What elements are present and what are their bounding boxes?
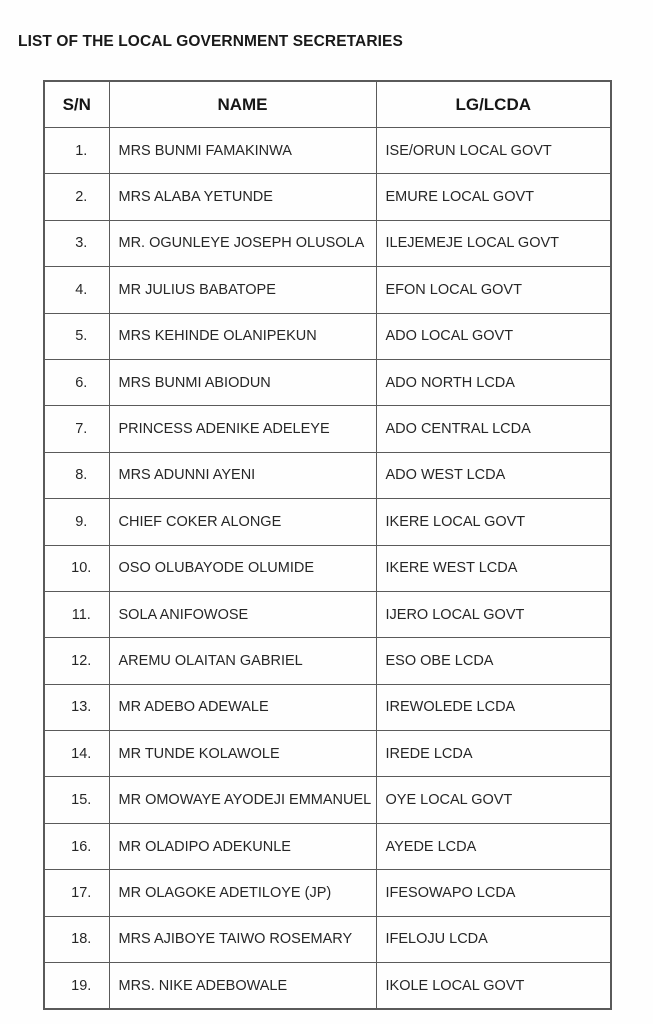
table-row [44, 452, 611, 498]
table-row [44, 870, 611, 916]
table-row [44, 220, 611, 266]
lg-lcda-cell: ISE/ORUN LOCAL GOVT [376, 128, 611, 174]
row-number-cell: 3. [44, 220, 109, 266]
row-number-cell: 4. [44, 267, 109, 313]
table-row [44, 684, 611, 730]
lg-lcda-cell: IKERE WEST LCDA [376, 545, 611, 591]
row-number-cell: 5. [44, 313, 109, 359]
lg-lcda-cell: IFELOJU LCDA [376, 916, 611, 962]
row-number-cell: 13. [44, 684, 109, 730]
table-row [44, 406, 611, 452]
row-number-cell: 16. [44, 823, 109, 869]
row-number-cell: 7. [44, 406, 109, 452]
table-row [44, 591, 611, 637]
column-header-name: NAME [109, 81, 376, 128]
table-row [44, 963, 611, 1010]
row-number-cell: 2. [44, 174, 109, 220]
row-number-cell: 14. [44, 731, 109, 777]
column-header-lg-lcda: LG/LCDA [376, 81, 611, 128]
name-cell: MRS ALABA YETUNDE [109, 174, 376, 220]
lg-lcda-cell: IKERE LOCAL GOVT [376, 499, 611, 545]
lg-lcda-cell: IFESOWAPO LCDA [376, 870, 611, 916]
row-number-cell: 11. [44, 591, 109, 637]
table-row [44, 499, 611, 545]
table-header-row [44, 81, 611, 128]
lg-lcda-cell: ADO NORTH LCDA [376, 359, 611, 405]
name-cell: PRINCESS ADENIKE ADELEYE [109, 406, 376, 452]
table-row [44, 823, 611, 869]
table-row [44, 777, 611, 823]
lg-lcda-cell: ILEJEMEJE LOCAL GOVT [376, 220, 611, 266]
row-number-cell: 8. [44, 452, 109, 498]
lg-lcda-cell: EFON LOCAL GOVT [376, 267, 611, 313]
table-row [44, 174, 611, 220]
lg-lcda-cell: OYE LOCAL GOVT [376, 777, 611, 823]
name-cell: OSO OLUBAYODE OLUMIDE [109, 545, 376, 591]
name-cell: MR OMOWAYE AYODEJI EMMANUEL [109, 777, 376, 823]
name-cell: MRS KEHINDE OLANIPEKUN [109, 313, 376, 359]
table-row [44, 359, 611, 405]
lg-lcda-cell: ADO CENTRAL LCDA [376, 406, 611, 452]
lg-lcda-cell: IREDE LCDA [376, 731, 611, 777]
lg-lcda-cell: ADO WEST LCDA [376, 452, 611, 498]
table-row [44, 313, 611, 359]
name-cell: MR. OGUNLEYE JOSEPH OLUSOLA [109, 220, 376, 266]
table-body [44, 128, 611, 1010]
table-row [44, 545, 611, 591]
name-cell: MR ADEBO ADEWALE [109, 684, 376, 730]
name-cell: MRS BUNMI FAMAKINWA [109, 128, 376, 174]
name-cell: SOLA ANIFOWOSE [109, 591, 376, 637]
name-cell: CHIEF COKER ALONGE [109, 499, 376, 545]
lg-lcda-cell: IREWOLEDE LCDA [376, 684, 611, 730]
lg-lcda-cell: ESO OBE LCDA [376, 638, 611, 684]
lg-lcda-cell: AYEDE LCDA [376, 823, 611, 869]
name-cell: MRS BUNMI ABIODUN [109, 359, 376, 405]
row-number-cell: 18. [44, 916, 109, 962]
name-cell: MRS AJIBOYE TAIWO ROSEMARY [109, 916, 376, 962]
name-cell: MRS. NIKE ADEBOWALE [109, 963, 376, 1010]
name-cell: MRS ADUNNI AYENI [109, 452, 376, 498]
lg-lcda-cell: EMURE LOCAL GOVT [376, 174, 611, 220]
row-number-cell: 10. [44, 545, 109, 591]
name-cell: MR OLADIPO ADEKUNLE [109, 823, 376, 869]
row-number-cell: 6. [44, 359, 109, 405]
row-number-cell: 17. [44, 870, 109, 916]
name-cell: AREMU OLAITAN GABRIEL [109, 638, 376, 684]
column-header-sn: S/N [44, 81, 109, 128]
table-row [44, 916, 611, 962]
secretaries-table [43, 80, 612, 1010]
row-number-cell: 19. [44, 963, 109, 1010]
table-row [44, 638, 611, 684]
lg-lcda-cell: IKOLE LOCAL GOVT [376, 963, 611, 1010]
table-row [44, 267, 611, 313]
name-cell: MR JULIUS BABATOPE [109, 267, 376, 313]
page-title: LIST OF THE LOCAL GOVERNMENT SECRETARIES [18, 33, 403, 50]
table-row [44, 128, 611, 174]
row-number-cell: 12. [44, 638, 109, 684]
row-number-cell: 1. [44, 128, 109, 174]
name-cell: MR OLAGOKE ADETILOYE (JP) [109, 870, 376, 916]
table-row [44, 731, 611, 777]
lg-lcda-cell: ADO LOCAL GOVT [376, 313, 611, 359]
row-number-cell: 15. [44, 777, 109, 823]
lg-lcda-cell: IJERO LOCAL GOVT [376, 591, 611, 637]
row-number-cell: 9. [44, 499, 109, 545]
name-cell: MR TUNDE KOLAWOLE [109, 731, 376, 777]
